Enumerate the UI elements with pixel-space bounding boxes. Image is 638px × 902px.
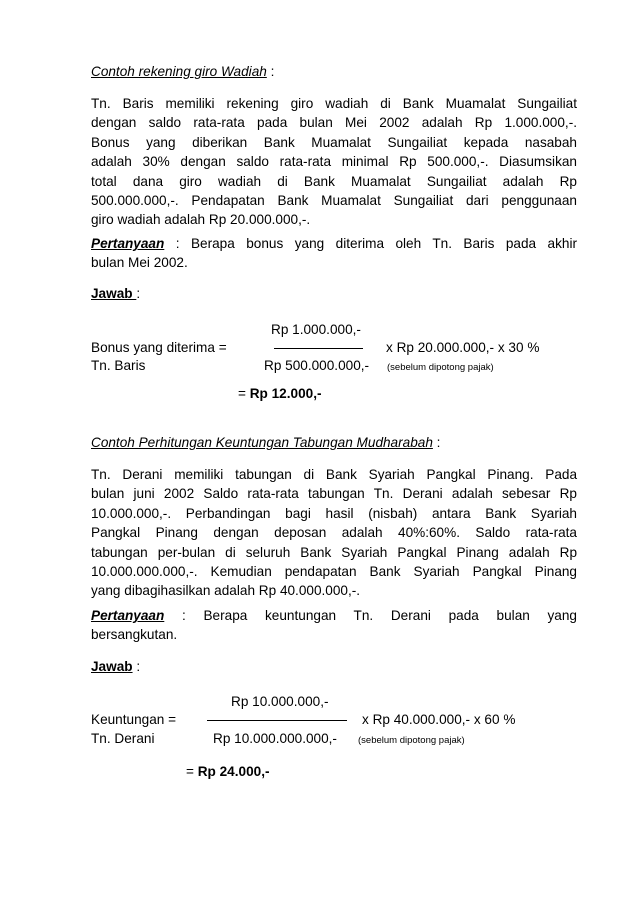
question-label: Pertanyaan (91, 608, 165, 623)
formula-numerator: Rp 1.000.000,- (271, 322, 361, 337)
section1-paragraph (91, 94, 577, 230)
paragraph-line: bulan juni 2002 Saldo rata-rata tabungan Tn. Derani adalah sebesar Rp (91, 486, 577, 502)
question-line: : Berapa bonus yang diterima oleh Tn. Baris pada akhir (164, 236, 577, 251)
answer-label: Jawab (91, 659, 133, 674)
paragraph-line: Tn. Derani memiliki tabungan di Bank Syariah Pangkal Pinang. Pada (91, 467, 577, 482)
section2-heading-suffix: : (432, 435, 441, 450)
section1-heading-suffix: : (266, 64, 275, 79)
section2-paragraph (91, 465, 577, 601)
paragraph-line: dengan saldo rata-rata pada bulan Mei 2002 adalah Rp 1.000.000,-. (91, 115, 577, 131)
formula-denominator: Rp 10.000.000.000,- (213, 731, 337, 746)
paragraph-line: Pangkal Pinang dengan deposan adalah 40%:60%. Saldo rata-rata (91, 525, 577, 541)
fraction-line (207, 720, 347, 721)
formula-result: Rp 24.000,- (197, 764, 270, 779)
paragraph-line: giro wadiah adalah Rp 20.000.000,-. (91, 212, 311, 228)
question-line: bersangkutan. (91, 627, 178, 643)
section1-heading-row (91, 64, 274, 79)
section2-question (91, 606, 577, 645)
answer-suffix: : (136, 286, 141, 301)
paragraph-line: Tn. Baris memiliki rekening giro wadiah di Bank Muamalat Sungailiat (91, 96, 577, 111)
answer-suffix: : (132, 659, 141, 674)
section1-answer-row (91, 286, 140, 301)
formula-lhs: Bonus yang diterima = (91, 340, 227, 355)
formula-result: Rp 12.000,- (249, 386, 322, 401)
formula-lhs-line2: Tn. Baris (91, 358, 146, 373)
result-prefix: = (238, 386, 250, 401)
formula-numerator: Rp 10.000.000,- (231, 694, 329, 709)
section2-answer-row (91, 659, 140, 674)
formula-note: (sebelum dipotong pajak) (358, 735, 465, 746)
paragraph-line: yang dibagihasilkan adalah Rp 40.000.000,-. (91, 583, 361, 599)
section2-heading-row (91, 435, 440, 450)
answer-label: Jawab (91, 286, 137, 301)
paragraph-line: Bonus yang diberikan Bank Muamalat Sungailiat kepada nasabah (91, 134, 577, 150)
formula-lhs-line2: Tn. Derani (91, 731, 155, 746)
paragraph-line: 500.000.000,-. Pendapatan Bank Muamalat Sungailiat dari penggunaan (91, 193, 577, 209)
formula-multiplier: x Rp 20.000.000,- x 30 % (386, 340, 540, 355)
question-label: Pertanyaan (91, 236, 165, 251)
formula-result-row (186, 764, 270, 779)
question-line: bulan Mei 2002. (91, 255, 188, 271)
question-line: : Berapa keuntungan Tn. Derani pada bulan yang (164, 608, 577, 623)
formula-lhs: Keuntungan = (91, 712, 177, 727)
section1-heading: Contoh rekening giro Wadiah (91, 64, 267, 79)
result-prefix: = (186, 764, 198, 779)
paragraph-line: tabungan per-bulan di seluruh Bank Syariah Pangkal Pinang adalah Rp (91, 544, 577, 560)
formula-denominator: Rp 500.000.000,- (264, 358, 370, 373)
paragraph-line: total dana giro wadiah di Bank Muamalat Sungailiat adalah Rp (91, 173, 577, 189)
fraction-line (274, 348, 363, 349)
formula-multiplier: x Rp 40.000.000,- x 60 % (362, 712, 516, 727)
section1-question (91, 234, 577, 273)
section2-heading: Contoh Perhitungan Keuntungan Tabungan Mudharabah (91, 435, 433, 450)
formula-result-row (238, 386, 322, 401)
paragraph-line: adalah 30% dengan saldo rata-rata minimal Rp 500.000,-. Diasumsikan (91, 154, 577, 170)
paragraph-line: 10.000.000,-. Perbandingan bagi hasil (nisbah) antara Bank Syariah (91, 505, 577, 521)
paragraph-line: 10.000.000.000,-. Kemudian pendapatan Bank Syariah Pangkal Pinang (91, 564, 577, 580)
formula-note: (sebelum dipotong pajak) (387, 362, 494, 373)
